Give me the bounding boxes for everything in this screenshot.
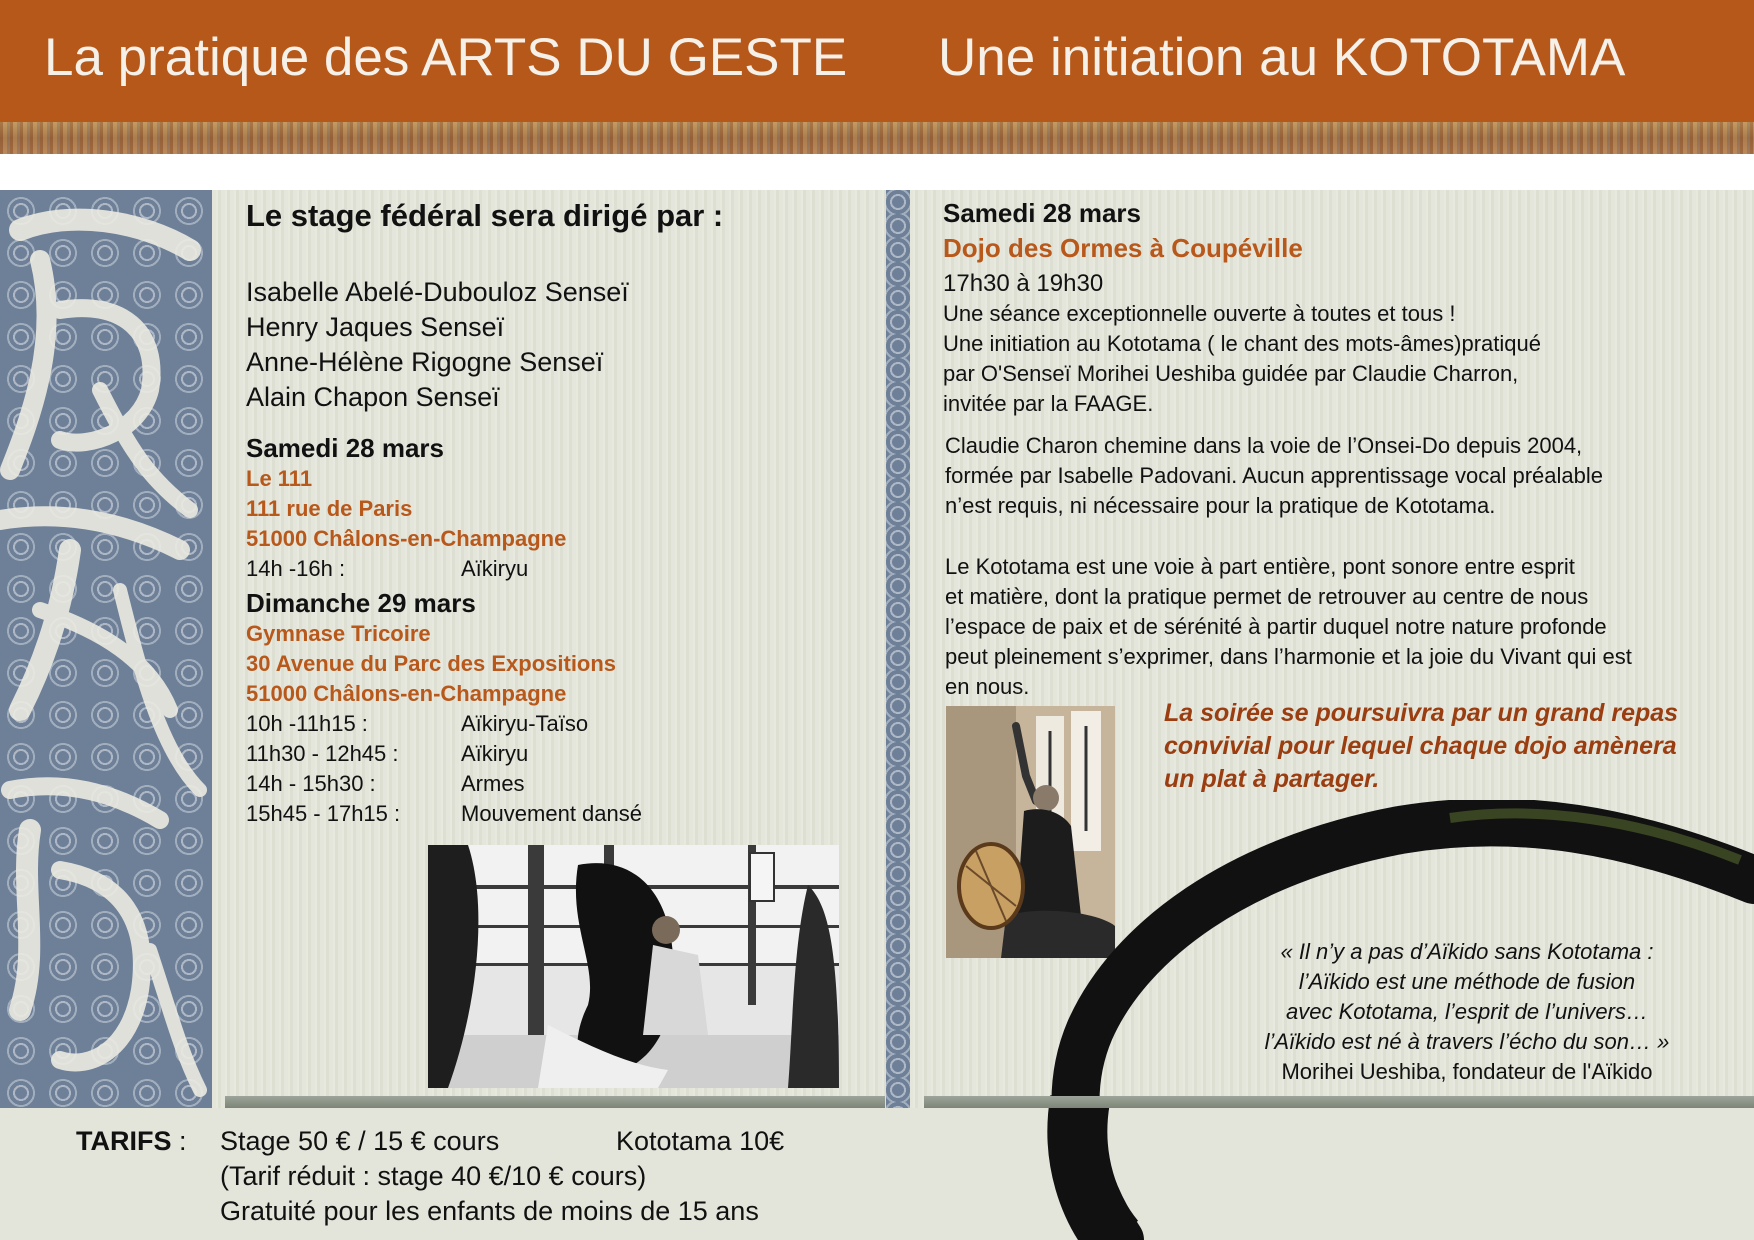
venue-line: 30 Avenue du Parc des Expositions: [246, 651, 617, 676]
tarif-line: Gratuité pour les enfants de moins de 15 ans: [220, 1196, 759, 1226]
white-band: [0, 154, 1754, 190]
day1-venue: [246, 464, 566, 554]
description-line: et matière, dont la pratique permet de retrouver au centre de nous: [945, 584, 1589, 609]
day2-venue: [246, 619, 616, 709]
day1-schedule: [246, 554, 528, 584]
tarif-kototama: Kototama 10€: [616, 1126, 785, 1156]
description-line: l’espace de paix et de sérénité à partir duquel notre nature profonde: [945, 614, 1607, 639]
claudie-bio: [945, 431, 1603, 521]
bamboo-line-left: [225, 1096, 885, 1108]
tarifs-label: [76, 1126, 187, 1157]
session-activity: Armes: [461, 771, 525, 796]
venue-line: 51000 Châlons-en-Champagne: [246, 681, 567, 706]
instructor-item: Alain Chapon Senseï: [246, 382, 500, 412]
description-line: peut pleinement s’exprimer, dans l’harmonie et la joie du Vivant qui est: [945, 644, 1632, 669]
session-activity: Aïkiryu: [461, 556, 529, 581]
instructor-item: Henry Jaques Senseï: [246, 312, 505, 342]
header-banner: [0, 0, 1754, 122]
quote-line: avec Kototama, l’esprit de l’univers…: [1286, 999, 1648, 1024]
session-time: 14h - 15h30 :: [246, 771, 376, 796]
tarif-stage: Stage 50 € / 15 € cours: [220, 1126, 500, 1156]
bio-line: n’est requis, ni nécessaire pour la pratique de Kototama.: [945, 493, 1496, 518]
schedule-row: [246, 799, 642, 829]
swirl-pattern-divider: [886, 190, 910, 1108]
tarifs-list: [220, 1124, 784, 1229]
tarifs-label-text: TARIFS: [76, 1126, 172, 1156]
aikido-practice-photo: [428, 845, 839, 1088]
venue-line: 111 rue de Paris: [246, 496, 413, 521]
tarif-line: (Tarif réduit : stage 40 €/10 € cours): [220, 1161, 647, 1191]
bio-line: Claudie Charon chemine dans la voie de l’Onsei-Do depuis 2004,: [945, 433, 1583, 458]
kototama-venue: Dojo des Ormes à Coupéville: [943, 233, 1303, 263]
schedule-row: [246, 769, 642, 799]
tarif-line: [220, 1124, 784, 1159]
day2-title: Dimanche 29 mars: [246, 588, 476, 618]
fabric-band: [0, 122, 1754, 154]
schedule-row: [246, 739, 642, 769]
bio-line: formée par Isabelle Padovani. Aucun apprentissage vocal préalable: [945, 463, 1603, 488]
ueshiba-quote: [1237, 937, 1697, 1087]
highlight-line: un plat à partager.: [1164, 765, 1380, 793]
venue-line: Gymnase Tricoire: [246, 621, 431, 646]
session-time: 14h -16h :: [246, 556, 346, 581]
intro-line: Une séance exceptionnelle ouverte à toutes et tous !: [943, 301, 1456, 326]
session-activity: Aïkiryu-Taïso: [461, 711, 589, 736]
bamboo-line-right: [924, 1096, 1754, 1108]
quote-line: l’Aïkido est une méthode de fusion: [1298, 969, 1636, 994]
instructor-item: Isabelle Abelé-Dubouloz Senseï: [246, 277, 629, 307]
quote-line: « Il n’y a pas d’Aïkido sans Kototama :: [1280, 939, 1654, 964]
day2-schedule: [246, 709, 642, 829]
instructors-heading: Le stage fédéral sera dirigé par :: [246, 198, 724, 233]
intro-line: Une initiation au Kototama ( le chant des mots-âmes)pratiqué: [943, 331, 1541, 356]
session-time: 10h -11h15 :: [246, 711, 368, 736]
instructors-list: [246, 275, 629, 415]
kototama-time: 17h30 à 19h30: [943, 270, 1104, 297]
kototama-description: [945, 552, 1632, 702]
schedule-row: [246, 709, 642, 739]
tarifs-colon: :: [179, 1126, 187, 1156]
session-activity: Aïkiryu: [461, 741, 529, 766]
kototama-date: Samedi 28 mars: [943, 198, 1142, 228]
venue-line: Le 111: [246, 466, 313, 491]
highlight-line: La soirée se poursuivra par un grand repas: [1164, 699, 1679, 727]
title-kototama: Une initiation au KOTOTAMA: [938, 28, 1626, 87]
quote-author: Morihei Ueshiba, fondateur de l'Aïkido: [1281, 1059, 1653, 1084]
session-time: 11h30 - 12h45 :: [246, 741, 399, 766]
dinner-highlight: [1164, 697, 1678, 796]
description-line: Le Kototama est une voie à part entière, pont sonore entre esprit: [945, 554, 1575, 579]
session-time: 15h45 - 17h15 :: [246, 801, 401, 826]
title-arts-du-geste: La pratique des ARTS DU GESTE: [44, 28, 848, 87]
kototama-intro: [943, 299, 1541, 419]
calligraphy-decoration: [0, 190, 212, 1108]
intro-line: invitée par la FAAGE.: [943, 391, 1154, 416]
description-line: en nous.: [945, 674, 1030, 699]
quote-line: l’Aïkido est né à travers l’écho du son… »: [1264, 1029, 1670, 1054]
session-activity: Mouvement dansé: [461, 801, 642, 826]
intro-line: par O'Senseï Morihei Ueshiba guidée par Claudie Charron,: [943, 361, 1519, 386]
highlight-line: convivial pour lequel chaque dojo amènera: [1164, 732, 1677, 760]
venue-line: 51000 Châlons-en-Champagne: [246, 526, 567, 551]
day1-title: Samedi 28 mars: [246, 433, 445, 463]
schedule-row: [246, 554, 528, 584]
instructor-item: Anne-Hélène Rigogne Senseï: [246, 347, 604, 377]
